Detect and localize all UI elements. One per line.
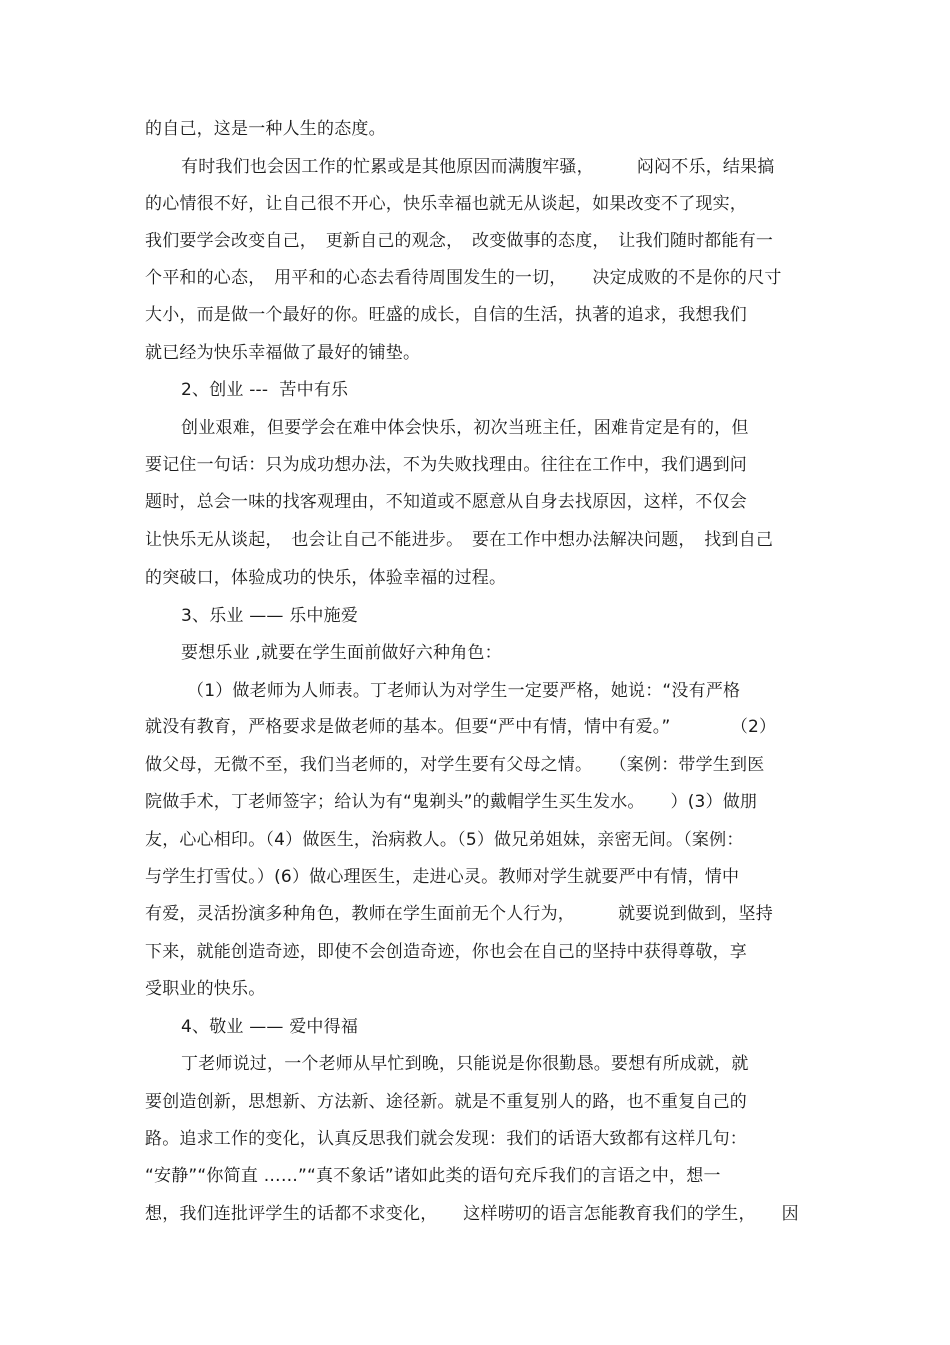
text-line: 有时我们也会因工作的忙累或是其他原因而满腹牢骚， 闷闷不乐，结果搞 (181, 157, 775, 177)
text-line: 与学生打雪仗。）(6）做心理医生，走进心灵。教师对学生就要严中有情，情中 (145, 867, 740, 887)
text-line: 做父母，无微不至，我们当老师的，对学生要有父母之情。 （案例：带学生到医 (145, 755, 765, 775)
text-line: 有爱，灵活扮演多种角色，教师在学生面前无个人行为， 就要说到做到，坚持 (145, 904, 773, 924)
section-heading: 4、敬业 —— 爱中得福 (181, 1017, 359, 1037)
section-heading: 2、创业 --- 苦中有乐 (181, 380, 349, 400)
text-line: 受职业的快乐。 (145, 979, 266, 999)
text-line: 要创造创新，思想新、方法新、途径新。就是不重复别人的路，也不重复自己的 (145, 1092, 747, 1112)
text-line: 想，我们连批评学生的话都不求变化， 这样唠叨的语言怎能教育我们的学生， 因 (145, 1204, 799, 1224)
text-line: 就已经为快乐幸福做了最好的铺垫。 (145, 343, 421, 363)
text-line: “安静”“你简直 ……”“真不象话”诸如此类的语句充斥我们的言语之中，想一 (145, 1166, 721, 1186)
text-line: 院做手术，丁老师签字；给认为有“鬼剃头”的戴帽学生买生发水。 ）(3）做朋 (145, 792, 758, 812)
text-line: 友，心心相印。（4）做医生，治病救人。（5）做兄弟姐妹，亲密无间。（案例： (145, 830, 744, 850)
text-line: 就没有教育，严格要求是做老师的基本。但要“严中有情，情中有爱。” （2） (145, 717, 777, 737)
text-line: 下来，就能创造奇迹，即使不会创造奇迹，你也会在自己的坚持中获得尊敬，享 (145, 942, 747, 962)
text-line: 要记住一句话：只为成功想办法，不为失败找理由。往往在工作中，我们遇到问 (145, 455, 747, 475)
text-line: 题时，总会一味的找客观理由，不知道或不愿意从自身去找原因，这样，不仅会 (145, 492, 747, 512)
text-line: 的突破口，体验成功的快乐，体验幸福的过程。 (145, 568, 507, 588)
section-heading: 3、乐业 —— 乐中施爱 (181, 606, 359, 626)
text-line: 让快乐无从谈起， 也会让自己不能进步。 要在工作中想办法解决问题， 找到自己 (145, 530, 774, 550)
text-line: 的自己，这是一种人生的态度。 (145, 119, 386, 139)
text-line: （1）做老师为人师表。丁老师认为对学生一定要严格，她说：“没有严格 (187, 681, 741, 701)
text-line: 的心情很不好，让自己很不开心，快乐幸福也就无从谈起，如果改变不了现实， (145, 194, 747, 214)
text-line: 个平和的心态， 用平和的心态去看待周围发生的一切， 决定成败的不是你的尺寸 (145, 268, 782, 288)
text-line: 路。追求工作的变化，认真反思我们就会发现：我们的话语大致都有这样几句： (145, 1129, 747, 1149)
text-line: 创业艰难，但要学会在难中体会快乐，初次当班主任，困难肯定是有的，但 (181, 418, 749, 438)
text-line: 大小，而是做一个最好的你。旺盛的成长，自信的生活，执著的追求，我想我们 (145, 305, 747, 325)
text-line: 我们要学会改变自己， 更新自己的观念， 改变做事的态度， 让我们随时都能有一 (145, 231, 774, 251)
text-line: 要想乐业 ,就要在学生面前做好六种角色： (181, 643, 502, 663)
text-line: 丁老师说过，一个老师从早忙到晚，只能说是你很勤恳。要想有所成就，就 (181, 1054, 749, 1074)
